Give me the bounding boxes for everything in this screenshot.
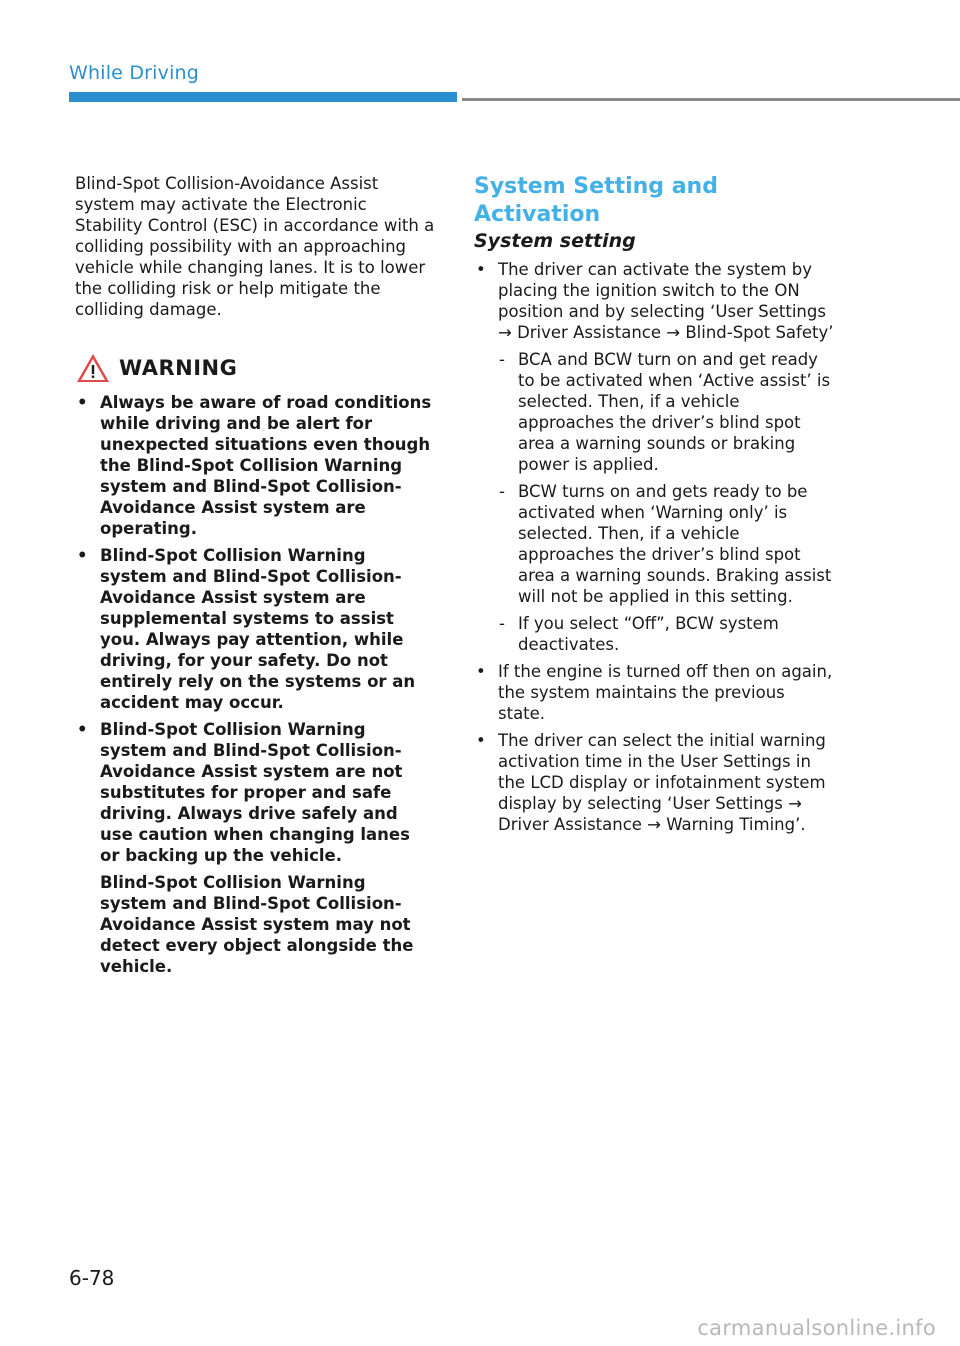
header-accent-bar [69,92,457,102]
warning-triangle-icon [75,352,111,384]
settings-item [474,730,834,835]
settings-sub-list [498,349,834,655]
warning-item: • Blind-Spot Collision Warning system and Blind-Spot Collision-Avoidance Assist system are supplemental systems to assist you. Always pay attention, while driving, for your safety. Do not entirely rely on the systems or an accident may occur. [75,545,435,713]
page-header-title: While Driving [69,62,200,84]
subsection-title: System setting [474,230,636,252]
settings-sub-item: - If you select “Off”, BCW system deactivates. [498,613,834,655]
left-column [75,173,435,983]
page-number: 6-78 [69,1266,115,1290]
settings-item [474,661,834,724]
warning-list [75,392,435,977]
warning-item: • Blind-Spot Collision Warning system and Blind-Spot Collision-Avoidance Assist system are not substitutes for proper and safe driving. Always drive safely and use caution when changing lanes or backing up the vehicle. [75,719,435,866]
settings-item-text: If the engine is turned off then on again, the system maintains the previous state. [498,662,833,723]
section-title: System Setting and Activation [474,174,718,227]
warning-heading [75,352,435,384]
header-rule [462,98,960,101]
right-column [474,173,834,841]
intro-paragraph: Blind-Spot Collision-Avoidance Assist system may activate the Electronic Stability Control (ESC) in accordance with a colliding possibility with an approaching vehicle while changing lanes. It is to lower the colliding risk or help mitigate the colliding damage. [75,174,435,319]
settings-item-text: The driver can activate the system by placing the ignition switch to the ON position and by selecting ‘User Settings → Driver Assistance → Blind-Spot Safety’ [498,260,834,342]
warning-item: • Always be aware of road conditions while driving and be alert for unexpected situations even though the Blind-Spot Collision Warning system and Blind-Spot Collision-Avoidance Assist system are operating. [75,392,435,539]
watermark: carmanualsonline.info [697,1316,936,1340]
settings-item-text: The driver can select the initial warning activation time in the User Settings in the LCD display or infotainment system display by selecting ‘User Settings → Driver Assistance → Warning Timing’. [498,731,826,834]
settings-item [474,259,834,655]
settings-list [474,259,834,835]
warning-continuation: Blind-Spot Collision Warning system and Blind-Spot Collision-Avoidance Assist system may not detect every object alongside the vehicle. [100,873,414,976]
warning-label: WARNING [119,356,238,380]
settings-sub-item: - BCA and BCW turn on and get ready to be activated when ‘Active assist’ is selected. Then, if a vehicle approaches the driver’s blind spot area a warning sounds or braking power is applied. [498,349,834,475]
settings-sub-item: - BCW turns on and gets ready to be activated when ‘Warning only’ is selected. Then, if a vehicle approaches the driver’s blind spot area a warning sounds. Braking assist will not be applied in this setting. [498,481,834,607]
